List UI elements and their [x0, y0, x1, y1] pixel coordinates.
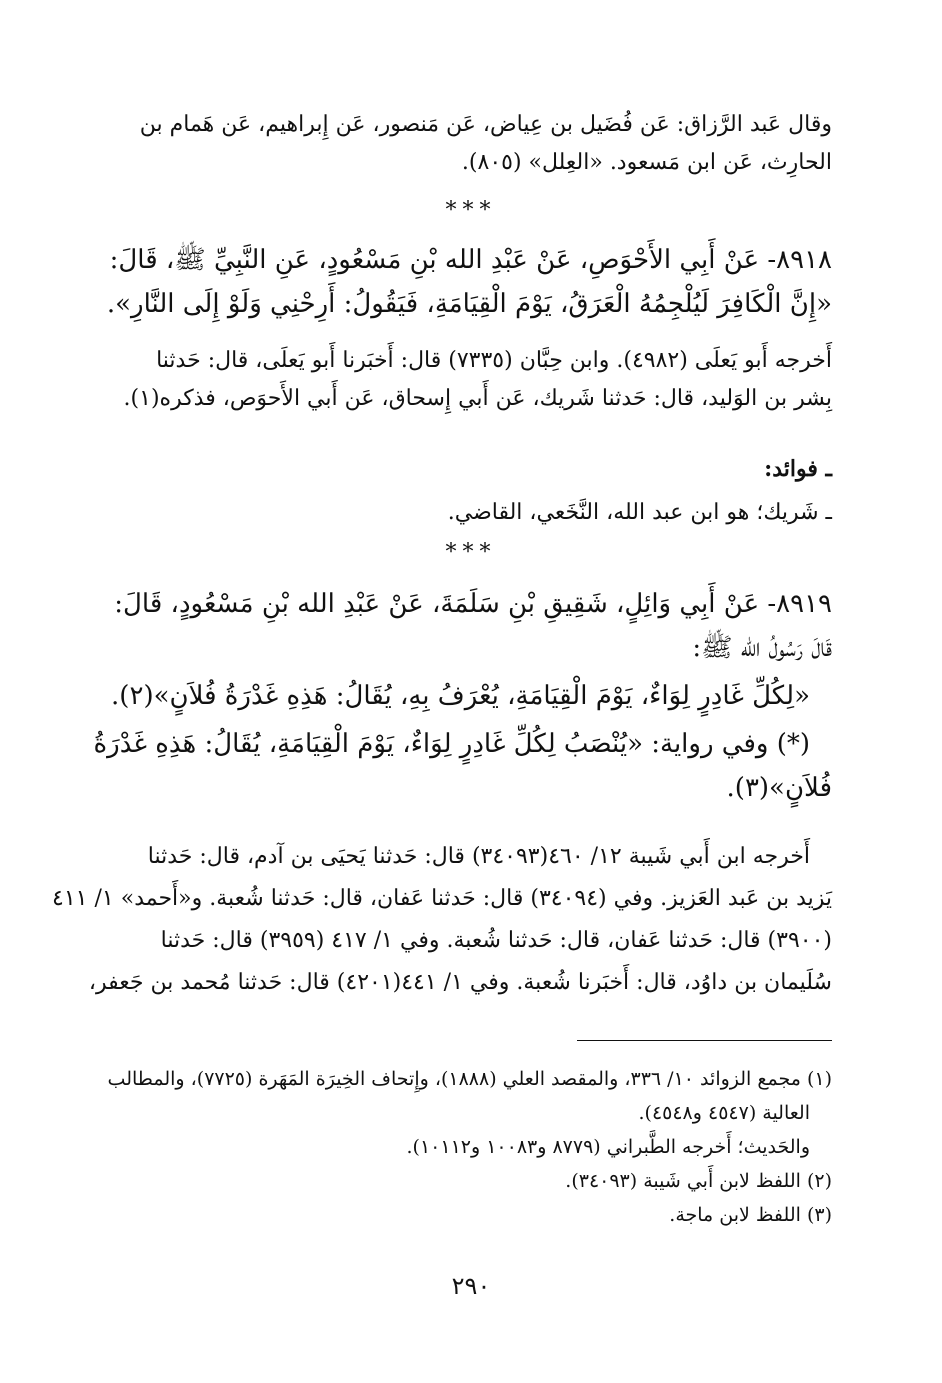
- takhrij-8919-line-1: أَخرجه ابن أَبي شَيبة ١٢/ ٤٦٠(٣٤٠٩٣) قال: حَدثنا يَحيَى بن آدم، قال: حَدثنا: [147, 844, 810, 869]
- takhrij-8919-line-2: يَزيد بن عَبد العَزيز. وفي (٣٤٠٩٤) قال: حَدثنا عَفان، قال: حَدثنا شُعبة. و«أَحمد» ١/ ٤١١: [52, 886, 832, 911]
- footnote-2: (٢) اللفظ لابن أَبي شَيبة (٣٤٠٩٣).: [565, 1170, 832, 1192]
- footnote-3: (٣) اللفظ لابن ماجة.: [669, 1204, 832, 1226]
- footnote-1-line-1: (١) مجمع الزوائد ١٠/ ٣٣٦، والمقصد العلي (١٨٨٨)، وإِتحاف الخِيرَة المَهَرة (٧٧٢٥)، والمطالب: [107, 1068, 832, 1090]
- hadith-8919: [92, 582, 832, 810]
- intro-line-1: وقال عَبد الرَّزاق: عَن فُضَيل بن عِياض، عَن مَنصور، عَن إِبراهيم، عَن هَمام بن: [139, 112, 832, 137]
- fawaid-heading: ـ فوائد:: [764, 456, 832, 482]
- takhrij-8918: [92, 342, 832, 418]
- hadith-8918-line-1: ٨٩١٨- عَنْ أَبِي الأَحْوَصِ، عَنْ عَبْدِ الله بْنِ مَسْعُودٍ، عَنِ النَّبِيِّ ﷺ، قَالَ:: [109, 245, 832, 275]
- hadith-8919-line-1: ٨٩١٩- عَنْ أَبِي وَائِلٍ، شَقِيقِ بْنِ سَلَمَةَ، عَنْ عَبْدِ الله بْنِ مَسْعُودٍ، قَالَ:: [114, 589, 832, 619]
- section-separator: ***: [445, 198, 497, 223]
- hadith-8919-line-5: فُلاَنٍ»(٣).: [726, 773, 832, 803]
- hadith-8918-line-2: «إِنَّ الْكَافِرَ لَيُلْجِمُهُ الْعَرَقُ، يَوْمَ الْقِيَامَةِ، فَيَقُولُ: أَرِحْنِي وَلَوْ إِلَى النَّارِ».: [106, 289, 832, 319]
- footnote-1-line-2: العالية (٤٥٤٧ و٤٥٤٨).: [638, 1102, 810, 1124]
- fawaid-section: [92, 450, 832, 532]
- footnote-1-line-3: والحَديث؛ أَخرجه الطَّبراني (٨٧٧٩ و١٠٠٨٣ و١٠١١٢).: [406, 1136, 810, 1158]
- page-number: ٢٩٠: [451, 1272, 491, 1300]
- footnote-divider: [577, 1040, 832, 1041]
- fawaid-item: ـ شَريك؛ هو ابن عبد الله، النَّخَعي، القاضي.: [447, 500, 832, 525]
- takhrij-8919-line-3: (٣٩٠٠) قال: حَدثنا عَفان، قال: حَدثنا شُعبة. وفي ١/ ٤١٧ (٣٩٥٩) قال: حَدثنا: [160, 928, 832, 953]
- hadith-8918: [92, 238, 832, 326]
- footnotes: [92, 1062, 832, 1232]
- intro-line-2: الحارِث، عَن ابن مَسعود. «العِلل» (٨٠٥).: [461, 150, 832, 175]
- hadith-8919-line-4: (*) وفي رواية: «يُنْصَبُ لِكُلِّ غَادِرٍ لِوَاءٌ، يَوْمَ الْقِيَامَةِ، يُقَالُ: هَذِهِ غَدْرَةُ: [93, 729, 810, 759]
- hadith-8919-line-2: قَالَ رَسُولُ الله ﷺ:: [692, 633, 832, 663]
- takhrij-8918-line-2: بِشر بن الوَليد، قال: حَدثنا شَريك، عَن أَبي إِسحاق، عَن أَبي الأَحوَص، فذكره(١).: [123, 386, 832, 411]
- section-separator: ***: [445, 540, 497, 565]
- takhrij-8918-line-1: أَخرجه أَبو يَعلَى (٤٩٨٢). وابن حِبَّان (٧٣٣٥) قال: أَخبَرنا أَبو يَعلَى، قال: حَدثنا: [156, 348, 832, 373]
- takhrij-8919-line-4: سُلَيمان بن داوُد، قال: أَخبَرنا شُعبة. وفي ١/ ٤٤١(٤٢٠١) قال: حَدثنا مُحمد بن جَعفر،: [88, 970, 832, 995]
- hadith-8919-line-3: «لِكُلِّ غَادِرٍ لِوَاءٌ، يَوْمَ الْقِيَامَةِ، يُعْرَفُ بِهِ، يُقَالُ: هَذِهِ غَدْرَةُ فُلاَنٍ»(٢).: [111, 681, 810, 711]
- takhrij-8919: [52, 838, 832, 1002]
- intro-paragraph: [92, 106, 832, 182]
